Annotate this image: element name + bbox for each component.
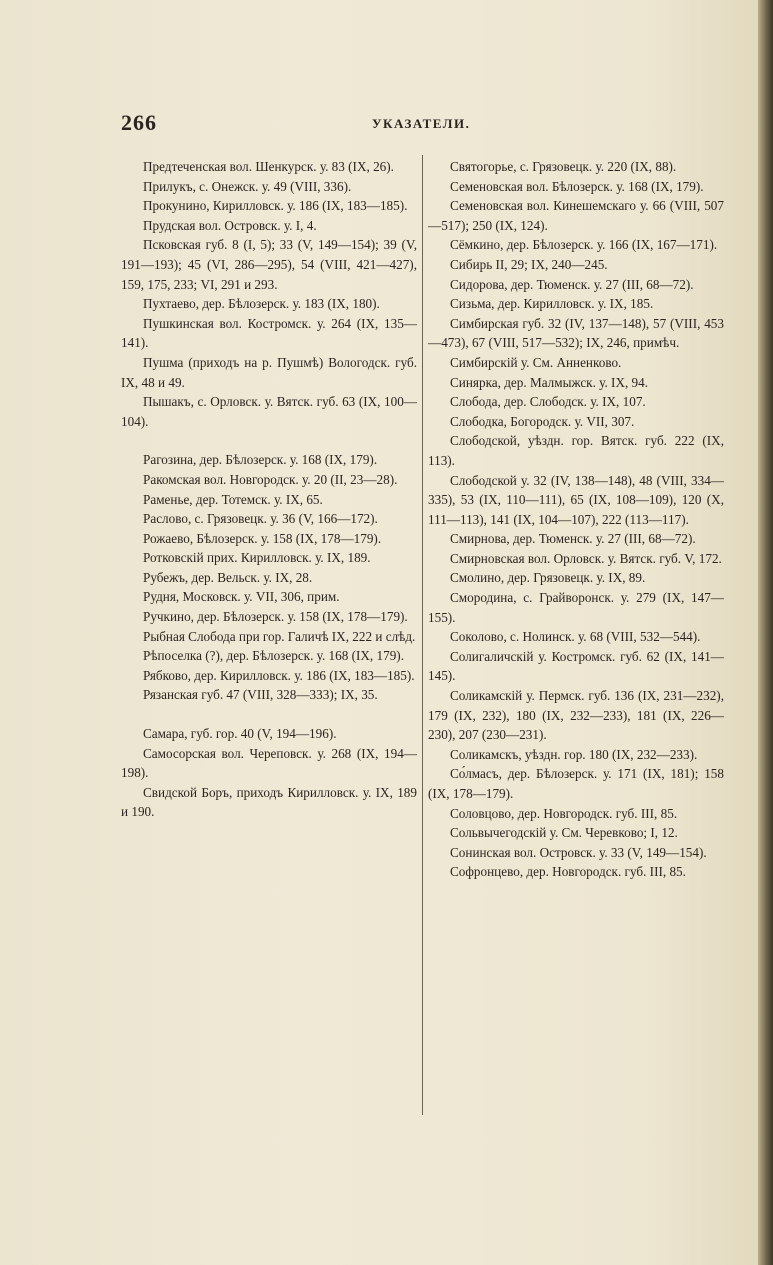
index-entry: Раслово, с. Грязовецк. у. 36 (V, 166—172).	[143, 511, 378, 527]
index-entry: Сибирь II, 29; IX, 240—245.	[450, 256, 608, 272]
index-entry: Рудня, Московск. у. VII, 306, прим.	[143, 589, 340, 605]
index-entry: Пышакъ, с. Орловск. у. Вятск. губ. 63 (IX, 100—104).	[121, 394, 417, 429]
index-entry: Прудская вол. Островск. у. I, 4.	[143, 217, 317, 233]
index-entry: Рубежъ, дер. Вельск. у. IX, 28.	[143, 569, 313, 585]
index-entry: Пушкинская вол. Костромск. у. 264 (IX, 135—141).	[121, 315, 417, 351]
index-entry: Самара, губ. гор. 40 (V, 194—196).	[143, 726, 337, 742]
index-entry: Прокунино, Кирилловск. у. 186 (IX, 183—185).	[143, 198, 408, 214]
book-spine-shadow	[758, 0, 773, 1265]
index-entry: Слободка, Богородск. у. VII, 307.	[450, 413, 635, 429]
index-entry: Сонинская вол. Островск. у. 33 (V, 149—154).	[450, 844, 707, 860]
index-entry: Рѣпоселка (?), дер. Бѣлозерск. у. 168 (IX, 179).	[143, 648, 404, 664]
section-gap	[121, 431, 417, 450]
index-entry: Слободской у. 32 (IV, 138—148), 48 (VIII, 334—335), 53 (IX, 110—111), 65 (IX, 108—109), 120 (X, 111—113), 141 (IX, 104—107), 222 (113—117).	[428, 472, 724, 527]
index-entry: Смородина, с. Грайворонск. у. 279 (IX, 147—155).	[428, 590, 724, 625]
index-entry: Слобода, дер. Слободск. у. IX, 107.	[450, 394, 646, 410]
index-column-right	[428, 157, 724, 882]
column-divider	[422, 155, 423, 1115]
index-entry: Ручкино, дер. Бѣлозерск. у. 158 (IX, 178—179).	[143, 609, 408, 625]
index-entry: Святогорье, с. Грязовецк. у. 220 (IX, 88).	[450, 159, 677, 174]
index-entry: Рязанская губ. 47 (VIII, 328—333); IX, 35.	[143, 687, 378, 703]
index-entry: Свидской Боръ, приходъ Кирилловск. у. IX, 189 и 190.	[121, 784, 417, 820]
index-entry: Слободской, уѣздн. гор. Вятск. губ. 222 (IX, 113).	[428, 433, 724, 468]
index-entry: Смирнова, дер. Тюменск. у. 27 (III, 68—72).	[450, 531, 696, 547]
index-entry: Самосорская вол. Череповск. у. 268 (IX, 194—198).	[121, 745, 417, 781]
index-entry: Псковская губ. 8 (I, 5); 33 (V, 149—154); 39 (V, 191—193); 45 (VI, 286—295), 54 (VIII, 421—427), 159, 175, 233; VI, 291 и 293.	[121, 237, 417, 292]
index-entry: Рагозина, дер. Бѣлозерск. у. 168 (IX, 179).	[143, 452, 378, 468]
index-entry: Симбирская губ. 32 (IV, 137—148), 57 (VIII, 453—473), 67 (VIII, 517—532); IX, 246, примѣч.	[428, 315, 724, 351]
index-entry: Семеновская вол. Бѣлозерск. у. 168 (IX, 179).	[450, 178, 704, 194]
index-entry: Рожаево, Бѣлозерск. у. 158 (IX, 178—179).	[143, 530, 382, 546]
index-entry: Сольвычегодскій у. См. Черевково; I, 12.	[450, 825, 678, 841]
section-gap	[121, 705, 417, 724]
running-head: УКАЗАТЕЛИ.	[372, 116, 471, 131]
index-entry: Пухтаево, дер. Бѣлозерск. у. 183 (IX, 180).	[143, 296, 380, 312]
index-entry: Сидорова, дер. Тюменск. у. 27 (III, 68—72).	[450, 276, 694, 292]
index-entry: Солигаличскій у. Костромск. губ. 62 (IX, 141—145).	[428, 648, 724, 684]
index-entry: Соликамскъ, уѣздн. гор. 180 (IX, 232—233).	[450, 746, 698, 762]
index-entry: Соловцово, дер. Новгородск. губ. III, 85.	[450, 805, 678, 821]
index-column-left	[121, 157, 417, 822]
index-entry: Сизьма, дер. Кирилловск. у. IX, 185.	[450, 296, 654, 312]
index-entry: Предтеченская вол. Шенкурск. у. 83 (IX, 26).	[143, 159, 394, 174]
index-entry: Со́лмасъ, дер. Бѣлозерск. у. 171 (IX, 181); 158 (IX, 178—179).	[428, 766, 724, 801]
index-entry: Рыбная Слобода при гор. Галичѣ IX, 222 и слѣд.	[143, 628, 416, 644]
index-entry: Смирновская вол. Орловск. у. Вятск. губ. V, 172.	[450, 550, 722, 566]
index-entry: Ракомская вол. Новгородск. у. 20 (II, 23—28).	[143, 471, 398, 487]
index-entry: Соколово, с. Нолинск. у. 68 (VIII, 532—544).	[450, 629, 701, 645]
index-entry: Синярка, дер. Малмыжск. у. IX, 94.	[450, 374, 649, 390]
index-entry: Софронцево, дер. Новгородск. губ. III, 85.	[450, 864, 686, 880]
index-entry: Рябково, дер. Кирилловск. у. 186 (IX, 183—185).	[143, 667, 415, 683]
index-entry: Симбирскій у. См. Анненково.	[450, 354, 622, 370]
index-entry: Сёмкино, дер. Бѣлозерск. у. 166 (IX, 167—171).	[450, 237, 718, 253]
index-entry: Ротковскій прих. Кирилловск. у. IX, 189.	[143, 550, 371, 566]
index-entry: Семеновская вол. Кинешемскаго у. 66 (VIII, 507—517); 250 (IX, 124).	[428, 198, 724, 233]
index-entry: Соликамскій у. Пермск. губ. 136 (IX, 231—232), 179 (IX, 232), 180 (IX, 232—233), 181 (IX, 226—230), 207 (230—231).	[428, 688, 724, 743]
index-entry: Пушма (приходъ на р. Пушмѣ) Вологодск. губ. IX, 48 и 49.	[121, 354, 417, 390]
page-number: 266	[121, 110, 157, 135]
index-entry: Смолино, дер. Грязовецк. у. IX, 89.	[450, 570, 646, 586]
index-entry: Прилукъ, с. Онежск. у. 49 (VIII, 336).	[143, 178, 352, 194]
index-entry: Раменье, дер. Тотемск. у. IX, 65.	[143, 491, 323, 507]
